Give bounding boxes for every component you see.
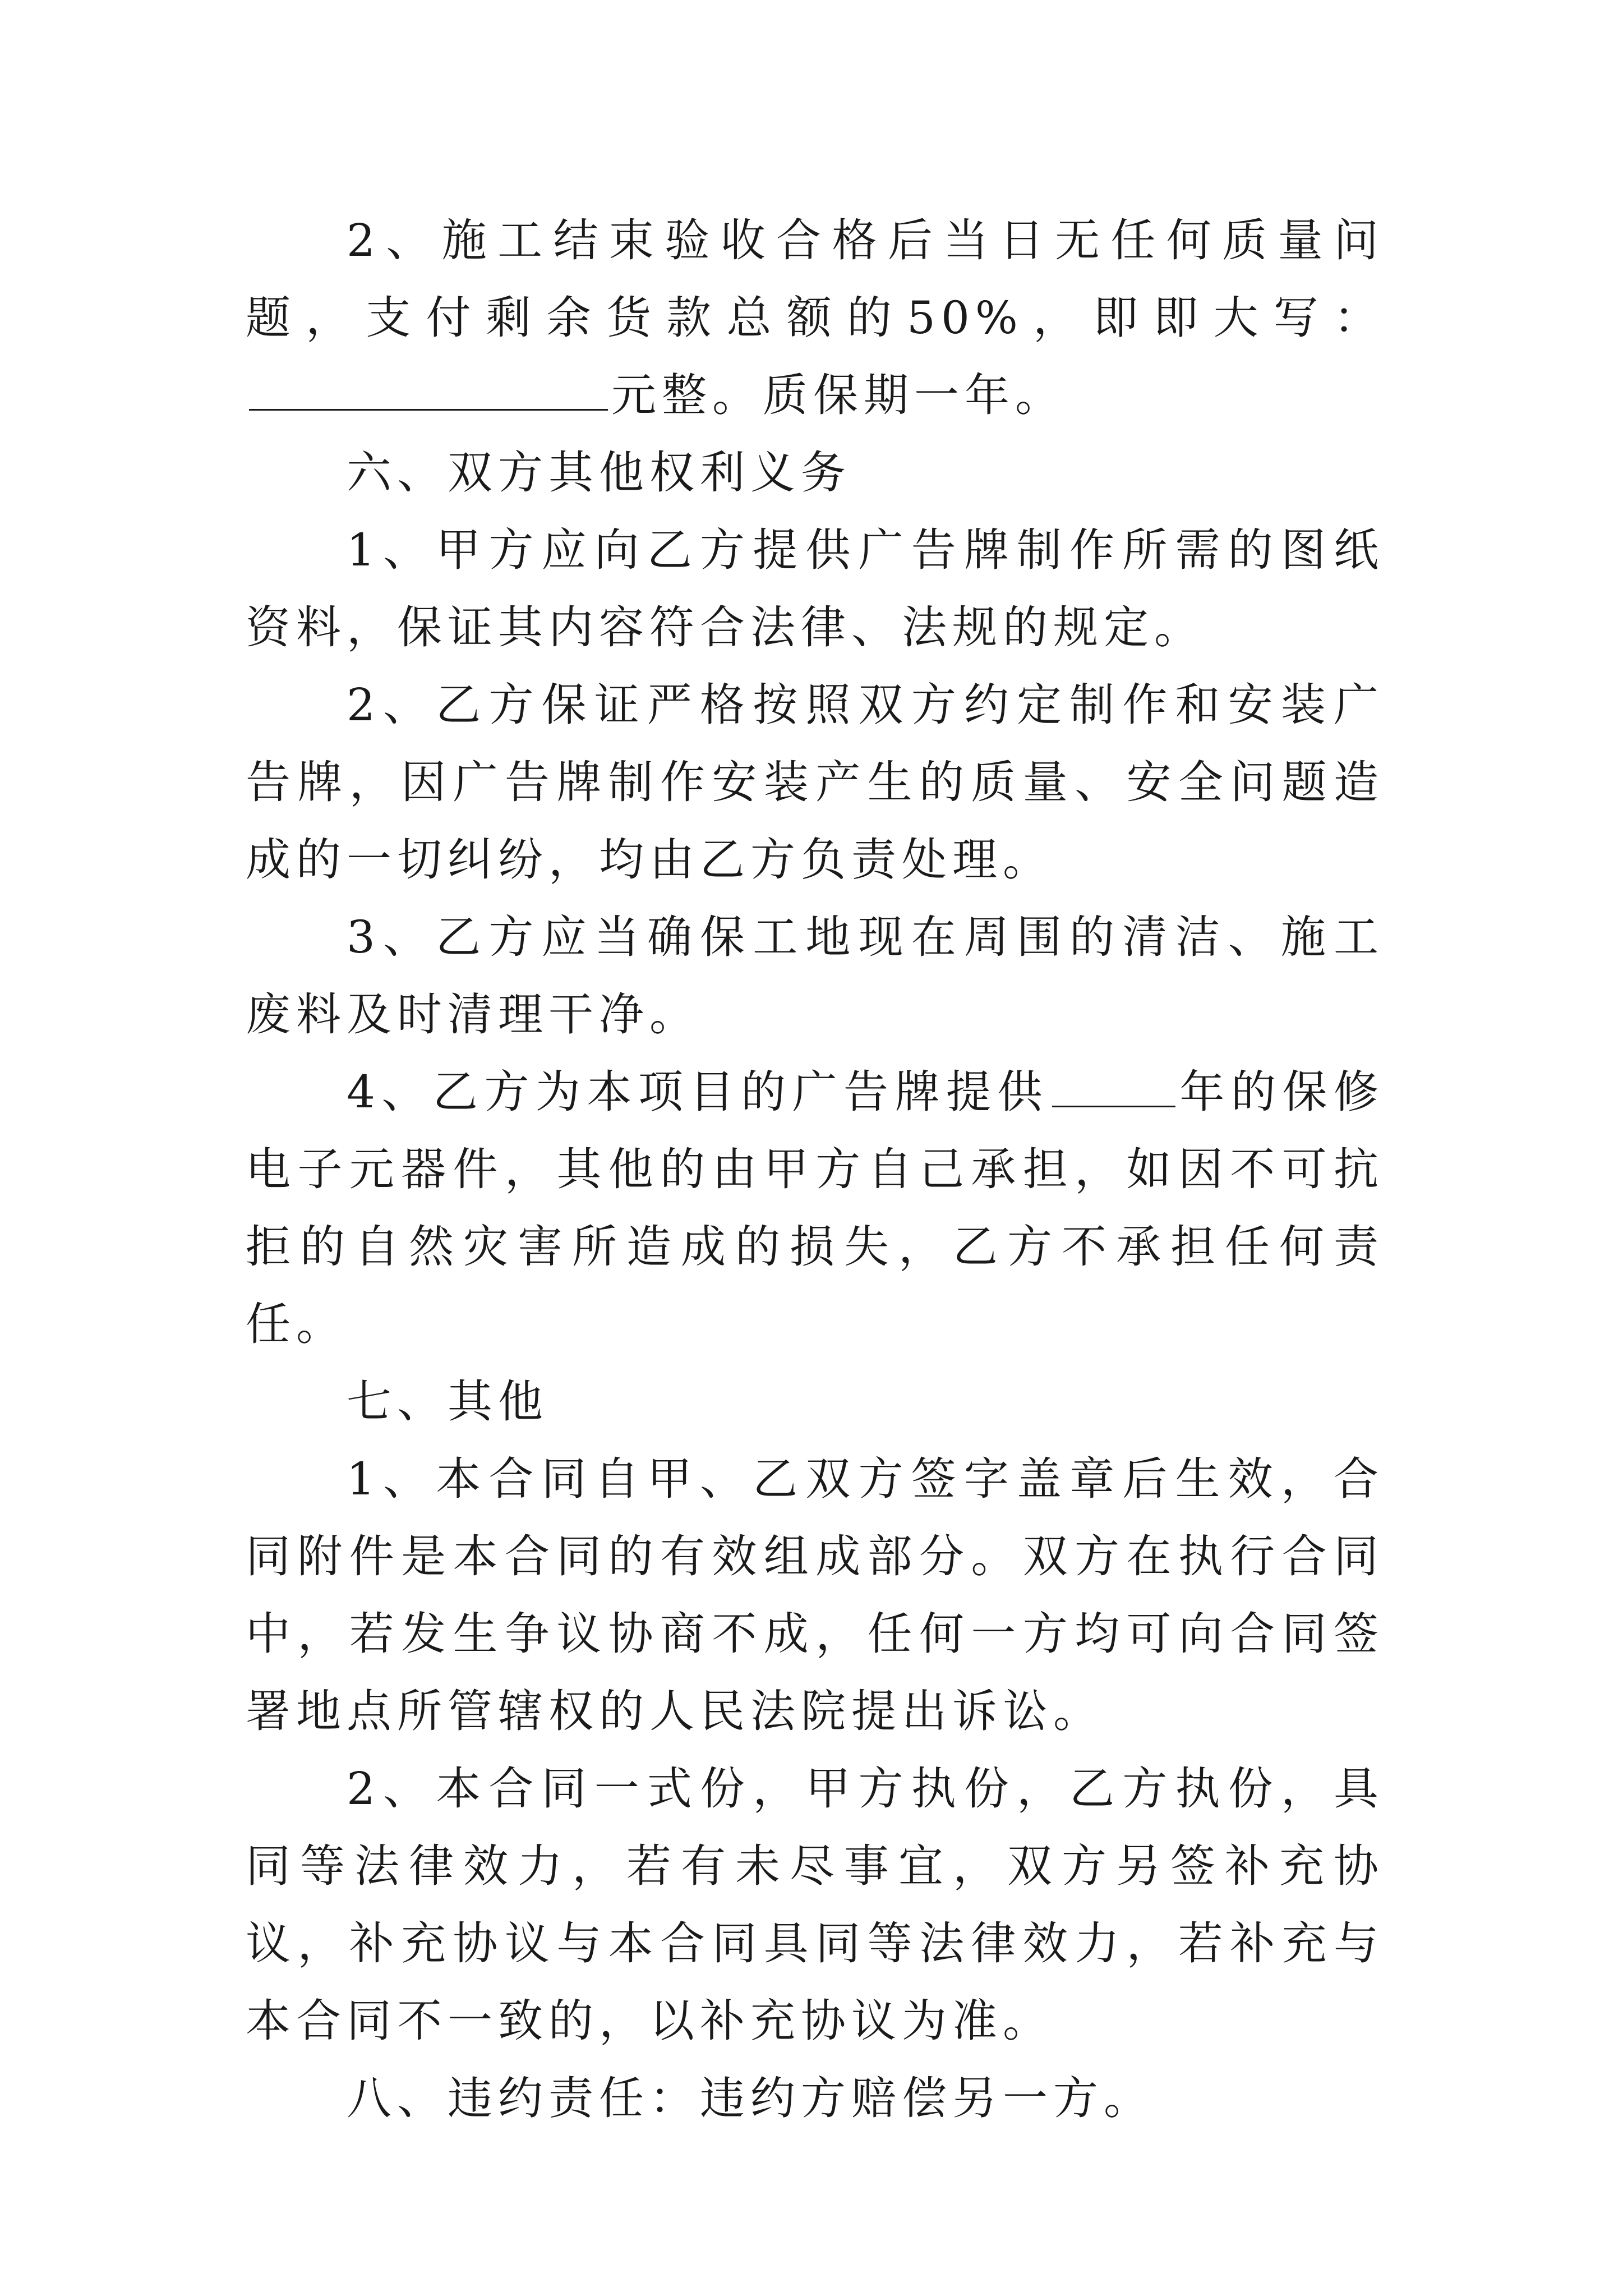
section-7-heading: 七、其他 [347,1375,548,1428]
section-6-item-4 [246,1053,1384,1363]
section-6-item-3: 3、乙方应当确保工地现在周围的清洁、施工废料及时清理干净。 [246,911,1384,1041]
section-7-item-1: 1、本合同自甲、乙双方签字盖章后生效，合同附件是本合同的有效组成部分。双方在执行合同中，若发生争议协商不成，任何一方均可向合同签署地点所管辖权的人民法院提出诉讼。 [246,1453,1384,1737]
section-6-heading: 六、双方其他权利义务 [347,447,851,499]
section-6-item-4-text-a: 4、乙方为本项目的广告牌提供 [347,1066,1049,1118]
payment-clause-2-text-a: 2、施工结束验收合格后当日无任何质量问题，支付剩余货款总额的50%，即即大写： [246,214,1384,344]
amount-blank-field[interactable] [249,370,608,411]
section-6-item-2: 2、乙方保证严格按照双方约定制作和安装广告牌，因广告牌制作安装产生的质量、安全问题造成的一切纠纷，均由乙方负责处理。 [246,679,1384,886]
section-7-item-2: 2、本合同一式份，甲方执份，乙方执份，具同等法律效力，若有未尽事宜，双方另签补充协议，补充协议与本合同具同等法律效力，若补充与本合同不一致的，以补充协议为准。 [246,1763,1384,2047]
section-6-item-4-text-b: 年的保修电子元器件，其他的由甲方自己承担，如因不可抗拒的自然灾害所造成的损失，乙方不承担任何责任。 [246,1066,1385,1350]
payment-clause-2 [246,202,1384,434]
payment-clause-2-text-b: 元整。质保期一年。 [611,369,1066,421]
warranty-years-blank-field[interactable] [1052,1066,1175,1107]
section-6-item-1: 1、甲方应向乙方提供广告牌制作所需的图纸资料，保证其内容符合法律、法规的规定。 [246,524,1384,654]
section-8-heading: 八、违约责任：违约方赔偿另一方。 [347,2072,1154,2124]
document-body [246,202,1384,2137]
